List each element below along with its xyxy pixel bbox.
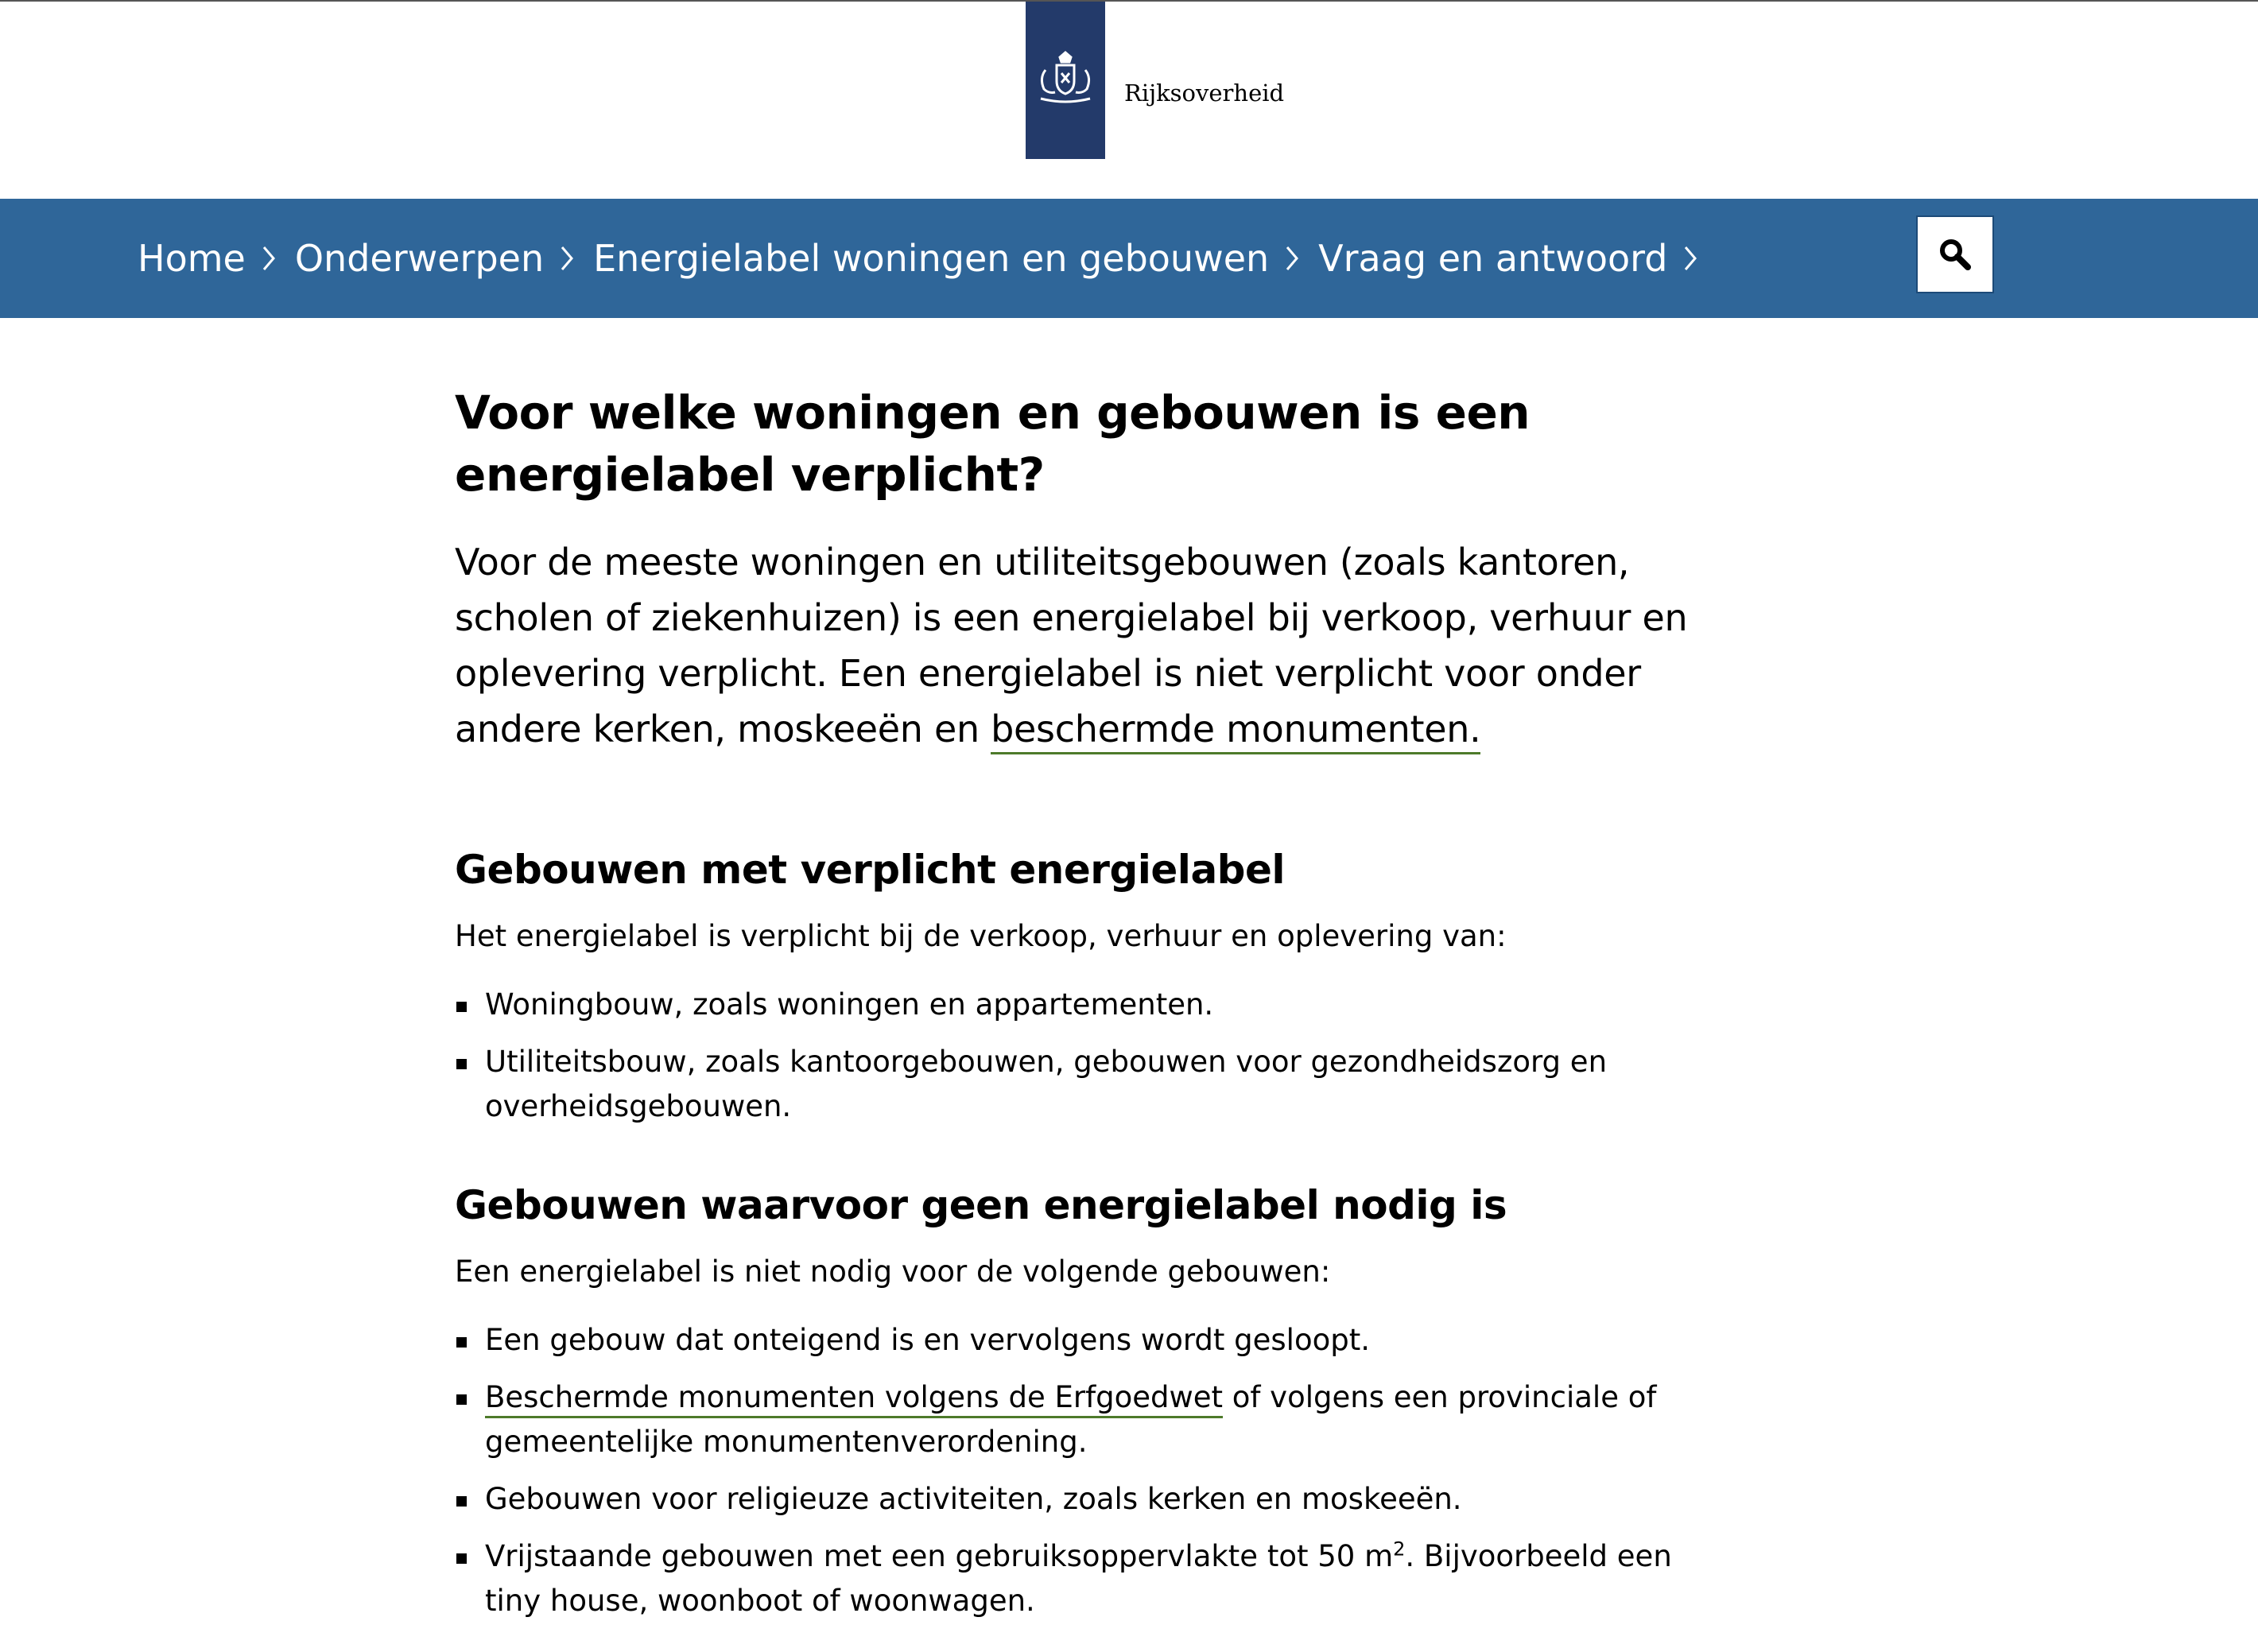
list-item [455, 1477, 1695, 1522]
section-heading: Gebouwen met verplicht energielabel [455, 847, 1286, 893]
search-icon [1938, 237, 1973, 272]
breadcrumb [138, 199, 1717, 318]
breadcrumb-onderwerpen[interactable] [295, 237, 593, 280]
intro-paragraph [455, 534, 1695, 757]
search-button[interactable] [1916, 215, 1994, 293]
bullet-icon [456, 1059, 467, 1069]
section-not-required [455, 1180, 1695, 1636]
chevron-right-icon [560, 245, 574, 272]
chevron-right-icon [262, 245, 276, 272]
section-required [455, 844, 1695, 1142]
logo[interactable] [1026, 2, 1105, 159]
list-item-text: . Bijvoorbeeld een tiny house, woonboot of woonwagen. [485, 1539, 1672, 1618]
list-item [455, 1534, 1695, 1623]
intro-text: Voor de meeste woningen en utiliteitsgebouwen (zoals kantoren, scholen of ziekenhuizen) is een energielabel bij verkoop, verhuur en oplevering verplicht. Een energielabel is niet verplicht voor onder andere kerken, moskeeën en [455, 541, 1688, 750]
page-title: Voor welke woningen en gebouwen is een energielabel verplicht? [455, 386, 1531, 502]
required-list [455, 983, 1695, 1129]
bullet-icon [456, 1337, 467, 1348]
superscript: 2 [1393, 1538, 1406, 1561]
list-item [455, 1318, 1695, 1363]
breadcrumb-label: Onderwerpen [294, 237, 545, 280]
bullet-icon [456, 1394, 467, 1405]
bullet-icon [456, 1553, 467, 1564]
list-item-text: Utiliteitsbouw, zoals kantoorgebouwen, gebouwen voor gezondheidszorg en overheidsgebouwen. [485, 1045, 1608, 1123]
list-item [455, 1375, 1695, 1464]
list-item-text: Gebouwen voor religieuze activiteiten, zoals kerken en moskeeën. [485, 1482, 1462, 1516]
chevron-right-icon [1285, 245, 1299, 272]
breadcrumb-energielabel[interactable] [593, 237, 1318, 280]
list-item-text: Vrijstaande gebouwen met een gebruiksoppervlakte tot 50 m [485, 1539, 1394, 1573]
list-item-text: Een gebouw dat onteigend is en vervolgens wordt gesloopt. [485, 1323, 1370, 1357]
section-lead: Een energielabel is niet nodig voor de volgende gebouwen: [455, 1255, 1331, 1289]
coat-of-arms-icon [1031, 46, 1100, 114]
main-content [455, 382, 1695, 1618]
bullet-icon [456, 1002, 467, 1012]
breadcrumb-vraag-en-antwoord[interactable] [1318, 237, 1717, 280]
section-lead: Het energielabel is verplicht bij de verkoop, verhuur en oplevering van: [455, 919, 1507, 953]
breadcrumb-label: Energielabel woningen en gebouwen [593, 237, 1270, 280]
section-heading: Gebouwen waarvoor geen energielabel nodig is [455, 1182, 1507, 1228]
logo-text: Rijksoverheid [1124, 79, 1285, 107]
not-required-list [455, 1318, 1695, 1623]
breadcrumb-label: Vraag en antwoord [1318, 237, 1668, 280]
chevron-right-icon [1683, 245, 1697, 272]
list-item [455, 983, 1695, 1027]
list-item [455, 1040, 1695, 1129]
site-header [0, 2, 2258, 199]
bullet-icon [456, 1496, 467, 1507]
list-item-text: of volgens een provinciale of gemeentelijke monumentenverordening. [485, 1380, 1657, 1459]
link-beschermde-monumenten[interactable]: beschermde monumenten. [991, 708, 1480, 754]
link-erfgoedwet[interactable]: Beschermde monumenten volgens de Erfgoedwet [485, 1380, 1223, 1418]
list-item-text: Woningbouw, zoals woningen en appartementen. [485, 987, 1214, 1022]
breadcrumb-home[interactable] [138, 237, 295, 280]
breadcrumb-bar [0, 199, 2258, 318]
breadcrumb-label: Home [138, 237, 246, 280]
